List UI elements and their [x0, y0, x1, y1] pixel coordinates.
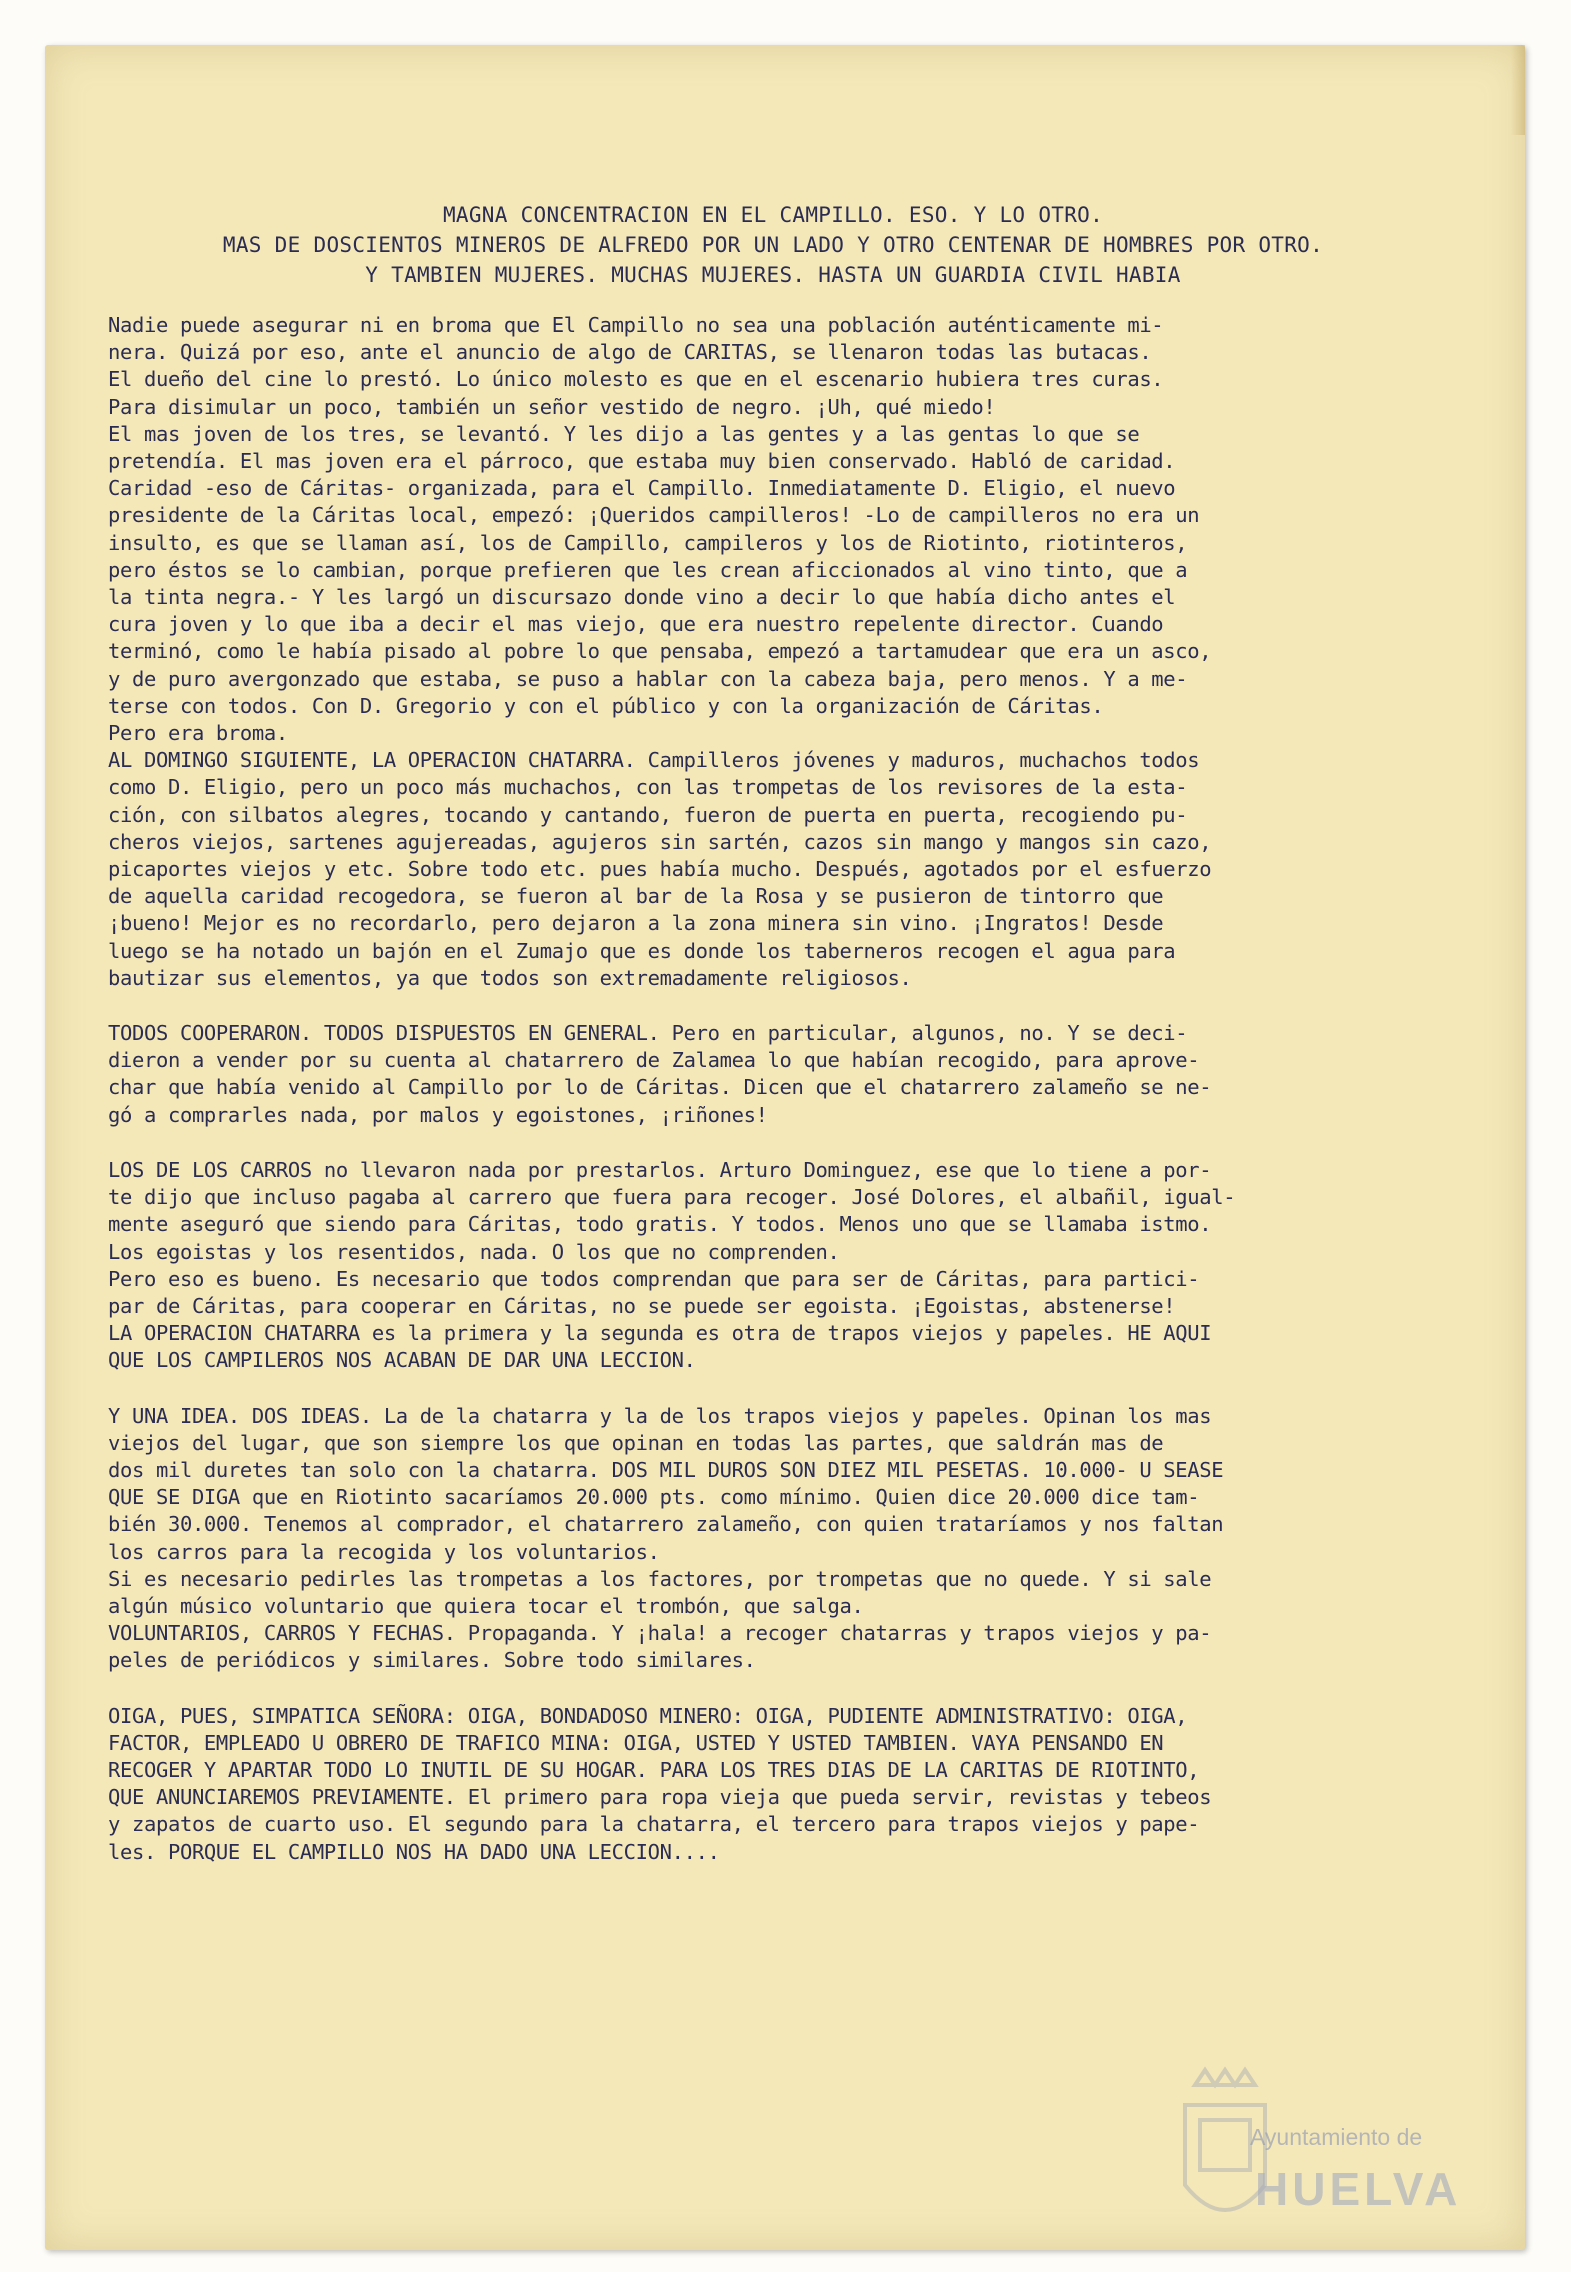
text-line: algún músico voluntario que quiera tocar el trombón, que salga.: [108, 1593, 864, 1618]
text-line: El dueño del cine lo prestó. Lo único molesto es que en el escenario hubiera tres curas.: [108, 367, 1164, 392]
heading-line: MAGNA CONCENTRACION EN EL CAMPILLO. ESO. Y LO OTRO.: [442, 203, 1104, 227]
document-paragraphs: [108, 312, 1438, 1866]
text-line: cheros viejos, sartenes agujereadas, agujeros sin sartén, cazos sin mango y mangos sin cazo,: [108, 829, 1212, 854]
text-line: la tinta negra.- Y les largó un discursazo donde vino a decir lo que había dicho antes el: [108, 585, 1176, 610]
coat-of-arms-watermark: [1165, 2065, 1495, 2245]
text-line: nera. Quizá por eso, ante el anuncio de algo de CARITAS, se llenaron todas las butacas.: [108, 340, 1152, 365]
text-line: Y UNA IDEA. DOS IDEAS. La de la chatarra y la de los trapos viejos y papeles. Opinan los mas: [108, 1403, 1212, 1428]
text-line: Caridad -eso de Cáritas- organizada, para el Campillo. Inmediatamente D. Eligio, el nuevo: [108, 476, 1176, 501]
text-line: FACTOR, EMPLEADO U OBRERO DE TRAFICO MINA: OIGA, USTED Y USTED TAMBIEN. VAYA PENSANDO EN: [108, 1730, 1164, 1755]
text-line: ¡bueno! Mejor es no recordarlo, pero dejaron a la zona minera sin vino. ¡Ingratos! Desde: [108, 911, 1164, 936]
text-line: te dijo que incluso pagaba al carrero que fuera para recoger. José Dolores, el albañil, igual-: [108, 1185, 1236, 1210]
text-line: Los egoistas y los resentidos, nada. O los que no comprenden.: [108, 1239, 840, 1264]
text-line: gó a comprarles nada, por malos y egoistones, ¡riñones!: [108, 1102, 768, 1127]
text-line: QUE ANUNCIAREMOS PREVIAMENTE. El primero para ropa vieja que pueda servir, revistas y tebeos: [108, 1785, 1212, 1810]
text-line: VOLUNTARIOS, CARROS Y FECHAS. Propaganda. Y ¡hala! a recoger chatarras y trapos viejos y pa-: [108, 1621, 1212, 1646]
text-line: y zapatos de cuarto uso. El segundo para la chatarra, el tercero para trapos viejos y pape-: [108, 1812, 1200, 1837]
text-line: AL DOMINGO SIGUIENTE, LA OPERACION CHATARRA. Campilleros jóvenes y maduros, muchachos todos: [108, 748, 1200, 773]
text-line: bién 30.000. Tenemos al comprador, el chatarrero zalameño, con quien trataríamos y nos faltan: [108, 1512, 1224, 1537]
text-line: Si es necesario pedirles las trompetas a los factores, por trompetas que no quede. Y si sale: [108, 1566, 1212, 1591]
document-body: [108, 200, 1438, 1894]
text-line: insulto, es que se llaman así, los de Campillo, campileros y los de Riotinto, riotinteros,: [108, 530, 1188, 555]
document-heading: [108, 200, 1438, 290]
text-line: viejos del lugar, que son siempre los que opinan en todas las partes, que saldrán mas de: [108, 1430, 1164, 1455]
paragraph: [108, 312, 1438, 992]
text-line: TODOS COOPERARON. TODOS DISPUESTOS EN GENERAL. Pero en particular, algunos, no. Y se deci-: [108, 1021, 1188, 1046]
text-line: bautizar sus elementos, ya que todos son extremadamente religiosos.: [108, 965, 912, 990]
text-line: de aquella caridad recogedora, se fueron al bar de la Rosa y se pusieron de tintorro que: [108, 884, 1164, 909]
text-line: peles de periódicos y similares. Sobre todo similares.: [108, 1648, 756, 1673]
text-line: y de puro avergonzado que estaba, se puso a hablar con la cabeza baja, pero menos. Y a me-: [108, 666, 1188, 691]
text-line: Para disimular un poco, también un señor vestido de negro. ¡Uh, qué miedo!: [108, 394, 996, 419]
text-line: LA OPERACION CHATARRA es la primera y la segunda es otra de trapos viejos y papeles. HE AQUI: [108, 1321, 1212, 1346]
text-line: OIGA, PUES, SIMPATICA SEÑORA: OIGA, BONDADOSO MINERO: OIGA, PUDIENTE ADMINISTRATIVO: OIGA,: [108, 1703, 1188, 1728]
text-line: terminó, como le había pisado al pobre lo que pensaba, empezó a tartamudear que era un asco,: [108, 639, 1212, 664]
text-line: luego se ha notado un bajón en el Zumajo que es donde los taberneros recogen el agua para: [108, 938, 1176, 963]
text-line: presidente de la Cáritas local, empezó: ¡Queridos campilleros! -Lo de campilleros no era un: [108, 503, 1200, 528]
paper-fold-edge: [1511, 45, 1525, 135]
text-line: les. PORQUE EL CAMPILLO NOS HA DADO UNA LECCION....: [108, 1839, 720, 1864]
text-line: mente aseguró que siendo para Cáritas, todo gratis. Y todos. Menos uno que se llamaba istmo.: [108, 1212, 1212, 1237]
text-line: char que había venido al Campillo por lo de Cáritas. Dicen que el chatarrero zalameño se ne-: [108, 1075, 1212, 1100]
text-line: QUE LOS CAMPILEROS NOS ACABAN DE DAR UNA LECCION.: [108, 1348, 696, 1373]
paragraph: [108, 1020, 1438, 1129]
heading-line: Y TAMBIEN MUJERES. MUCHAS MUJERES. HASTA UN GUARDIA CIVIL HABIA: [365, 263, 1181, 287]
text-line: par de Cáritas, para cooperar en Cáritas, no se puede ser egoista. ¡Egoistas, abstenerse!: [108, 1293, 1176, 1318]
text-line: cura joven y lo que iba a decir el mas viejo, que era nuestro repelente director. Cuando: [108, 612, 1164, 637]
text-line: los carros para la recogida y los voluntarios.: [108, 1539, 660, 1564]
paragraph: [108, 1703, 1438, 1866]
paragraph: [108, 1157, 1438, 1375]
text-line: RECOGER Y APARTAR TODO LO INUTIL DE SU HOGAR. PARA LOS TRES DIAS DE LA CARITAS DE RIOTINTO,: [108, 1757, 1200, 1782]
text-line: dieron a vender por su cuenta al chatarrero de Zalamea lo que habían recogido, para aprove-: [108, 1048, 1200, 1073]
text-line: Nadie puede asegurar ni en broma que El Campillo no sea una población auténticamente mi-: [108, 313, 1164, 337]
text-line: Pero eso es bueno. Es necesario que todos comprendan que para ser de Cáritas, para partici-: [108, 1266, 1200, 1291]
watermark-line-1: Ayuntamiento de: [1250, 2124, 1423, 2150]
text-line: pero éstos se lo cambian, porque prefieren que les crean aficcionados al vino tinto, que a: [108, 557, 1188, 582]
paragraph: [108, 1403, 1438, 1675]
text-line: pretendía. El mas joven era el párroco, que estaba muy bien conservado. Habló de caridad.: [108, 449, 1176, 474]
text-line: dos mil duretes tan solo con la chatarra. DOS MIL DUROS SON DIEZ MIL PESETAS. 10.000- U SEASE: [108, 1457, 1224, 1482]
text-line: QUE SE DIGA que en Riotinto sacaríamos 20.000 pts. como mínimo. Quien dice 20.000 dice tam-: [108, 1485, 1200, 1510]
text-line: LOS DE LOS CARROS no llevaron nada por prestarlos. Arturo Dominguez, ese que lo tiene a por-: [108, 1157, 1212, 1182]
text-line: ción, con silbatos alegres, tocando y cantando, fueron de puerta en puerta, recogiendo pu-: [108, 802, 1188, 827]
text-line: como D. Eligio, pero un poco más muchachos, con las trompetas de los revisores de la esta-: [108, 775, 1188, 800]
text-line: Pero era broma.: [108, 721, 288, 746]
watermark-line-2: HUELVA: [1255, 2163, 1462, 2215]
text-line: picaportes viejos y etc. Sobre todo etc. pues había mucho. Después, agotados por el esfuerzo: [108, 857, 1212, 882]
heading-line: MAS DE DOSCIENTOS MINEROS DE ALFREDO POR UN LADO Y OTRO CENTENAR DE HOMBRES POR OTRO.: [222, 233, 1324, 257]
text-line: terse con todos. Con D. Gregorio y con el público y con la organización de Cáritas.: [108, 693, 1104, 718]
text-line: El mas joven de los tres, se levantó. Y les dijo a las gentes y a las gentas lo que se: [108, 421, 1140, 446]
